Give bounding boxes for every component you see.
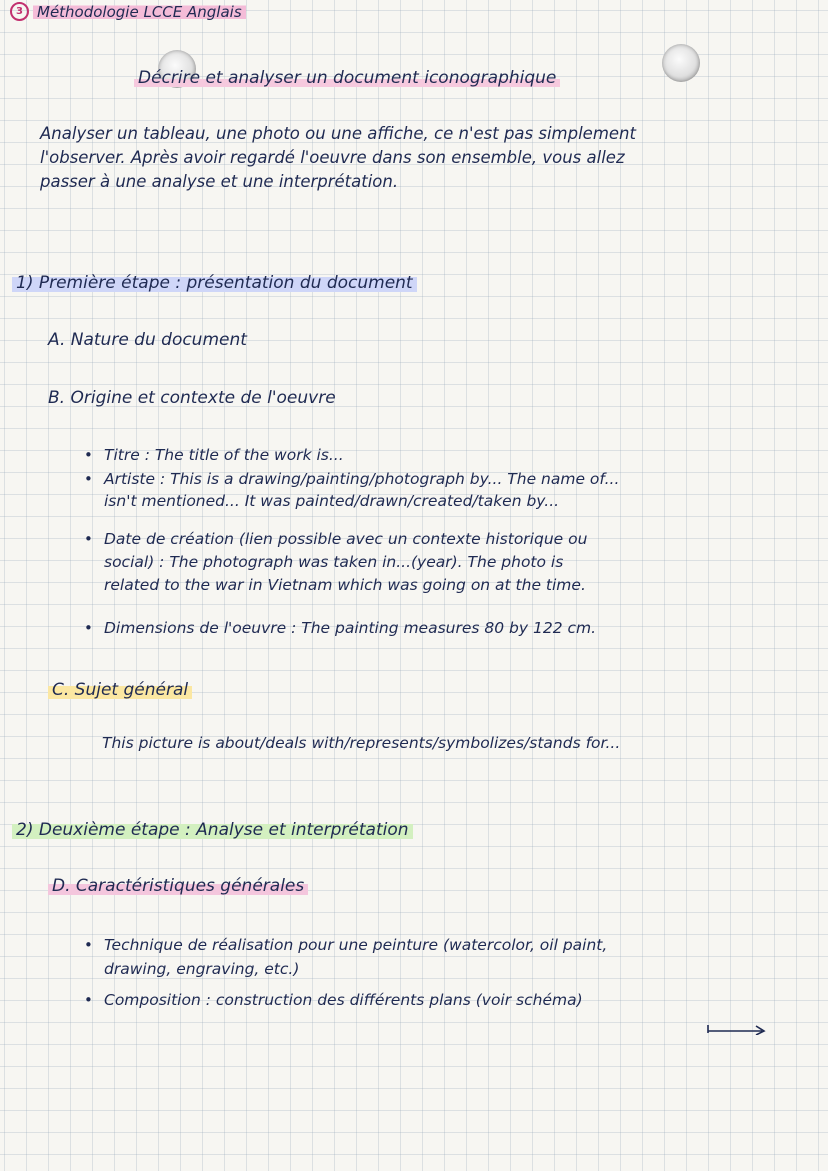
item-date-line-3: related to the war in Vietnam which was going on at the time. [104, 576, 586, 594]
item-titre: Titre : The title of the work is... [104, 446, 344, 464]
arrow-right-icon [706, 1021, 768, 1035]
subhead-a: A. Nature du document [48, 330, 247, 350]
item-date-line-2: social) : The photograph was taken in...(year). The photo is [104, 553, 564, 571]
main-title-text: Décrire et analyser un document iconographique [134, 68, 560, 88]
intro-line-2: l'observer. Après avoir regardé l'oeuvre dans son ensemble, vous allez [40, 148, 625, 167]
item-technique-line-1: Technique de réalisation pour une peinture (watercolor, oil paint, [104, 936, 608, 954]
subhead-d [48, 876, 308, 896]
item-artiste-line-1: Artiste : This is a drawing/painting/photograph by... The name of... [104, 470, 620, 488]
bullet-artiste: • [84, 470, 93, 488]
step2-title [12, 820, 413, 840]
punch-hole-top-right [662, 44, 700, 82]
item-dimensions: Dimensions de l'oeuvre : The painting measures 80 by 122 cm. [104, 619, 597, 637]
intro-line-3: passer à une analyse et une interprétation. [40, 172, 399, 191]
item-artiste-line-2: isn't mentioned... It was painted/drawn/created/taken by... [104, 492, 560, 510]
bullet-titre: • [84, 446, 93, 464]
subhead-c-text: C. Sujet général [48, 680, 192, 700]
item-technique-line-2: drawing, engraving, etc.) [104, 960, 300, 978]
subhead-d-text: D. Caractéristiques générales [48, 876, 308, 896]
item-composition: Composition : construction des différents plans (voir schéma) [104, 991, 583, 1009]
step2-title-text: 2) Deuxième étape : Analyse et interprétation [12, 820, 413, 840]
bullet-technique: • [84, 936, 93, 954]
item-date-line-1: Date de création (lien possible avec un contexte historique ou [104, 530, 588, 548]
step1-title [12, 273, 417, 293]
bullet-dimensions: • [84, 619, 93, 637]
page-header [10, 2, 246, 21]
step1-title-text: 1) Première étape : présentation du document [12, 273, 417, 293]
bullet-date: • [84, 530, 93, 548]
sujet-general-text: This picture is about/deals with/represents/symbolizes/stands for... [102, 734, 621, 752]
header-title: Méthodologie LCCE Anglais [33, 3, 246, 21]
header-number: 3 [10, 2, 29, 21]
subhead-c [48, 680, 192, 700]
main-title [134, 68, 560, 88]
intro-line-1: Analyser un tableau, une photo ou une affiche, ce n'est pas simplement [40, 124, 636, 143]
bullet-composition: • [84, 991, 93, 1009]
subhead-b: B. Origine et contexte de l'oeuvre [48, 388, 336, 408]
